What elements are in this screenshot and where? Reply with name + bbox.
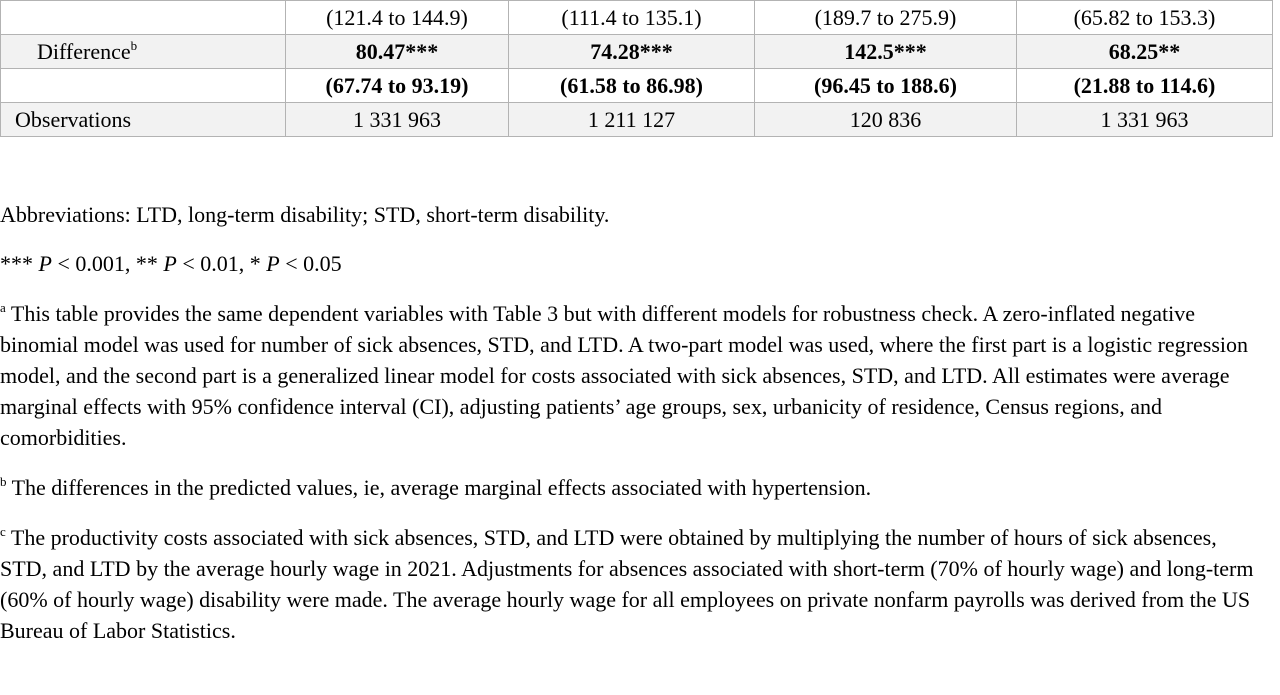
table-row [1,103,1273,137]
row-label [1,1,286,35]
p3-threshold: < 0.05 [279,251,342,276]
table-cell: 120 836 [755,103,1017,137]
p2-stars: ** [135,251,164,276]
footnote-a-text: This table provides the same dependent variables with Table 3 but with different models for robustness check. A zero-inflated negative binomial model was used for number of sick absences, STD, and LTD. A two-part model was used, where the first part is a logistic regression model, and the second part is a generalized linear model for costs associated with sick absences, STD, and LTD. All estimates were average marginal effects with 95% confidence interval (CI), adjusting patients’ age groups, sex, urbanicity of residence, Census regions, and comorbidities. [0,301,1249,450]
results-table-fragment [0,0,1272,137]
footnote-b-text: The differences in the predicted values, ie, average marginal effects associated with hypertension. [6,475,872,500]
table-cell: 68.25** [1017,35,1273,69]
row-label-text: Observations [15,106,132,132]
row-label [1,103,286,137]
table-cell: 142.5*** [755,35,1017,69]
footnote-c-marker: c [0,524,6,539]
table-cell: 74.28*** [509,35,755,69]
p3-stars: * [249,251,267,276]
footnote-c [0,522,1268,646]
table-cell: (121.4 to 144.9) [286,1,509,35]
row-label-footnote-marker: b [130,37,138,53]
table-row [1,35,1273,69]
table-row [1,1,1273,35]
p2-variable: P [163,251,177,276]
table-cell: (96.45 to 188.6) [755,69,1017,103]
footnote-c-text: The productivity costs associated with sick absences, STD, and LTD were obtained by multiplying the number of hours of sick absences, STD, and LTD by the average hourly wage in 2021. Adjustments for absences associated with short-term (70% of hourly wage) and long-term (60% of hourly wage) disability were made. The average hourly wage for all employees on private nonfarm payrolls was derived from the US Bureau of Labor Statistics. [0,525,1254,643]
p2-threshold: < 0.01, [176,251,250,276]
table-cell: (67.74 to 93.19) [286,69,509,103]
table-cell: (61.58 to 86.98) [509,69,755,103]
footnote-b-marker: b [0,474,7,489]
footnote-a-marker: a [0,300,6,315]
table-cell: 1 211 127 [509,103,755,137]
table-row [1,69,1273,103]
table-cell: 1 331 963 [286,103,509,137]
p3-variable: P [266,251,280,276]
significance-note [0,248,1268,279]
row-label-text: Difference [37,38,131,64]
table-cell: (65.82 to 153.3) [1017,1,1273,35]
table-body [1,1,1273,137]
footnote-a [0,298,1268,453]
p1-variable: P [38,251,52,276]
table-cell: (21.88 to 114.6) [1017,69,1273,103]
p1-stars: *** [0,251,39,276]
table-cell: 1 331 963 [1017,103,1273,137]
table-cell: (111.4 to 135.1) [509,1,755,35]
row-label [1,69,286,103]
table-cell: (189.7 to 275.9) [755,1,1017,35]
table-footnotes [0,199,1268,646]
results-table [0,0,1273,137]
footnote-b [0,472,1268,503]
table-cell: 80.47*** [286,35,509,69]
row-label [1,35,286,69]
abbreviations-note: Abbreviations: LTD, long-term disability; STD, short-term disability. [0,202,610,227]
p1-threshold: < 0.001, [51,251,136,276]
